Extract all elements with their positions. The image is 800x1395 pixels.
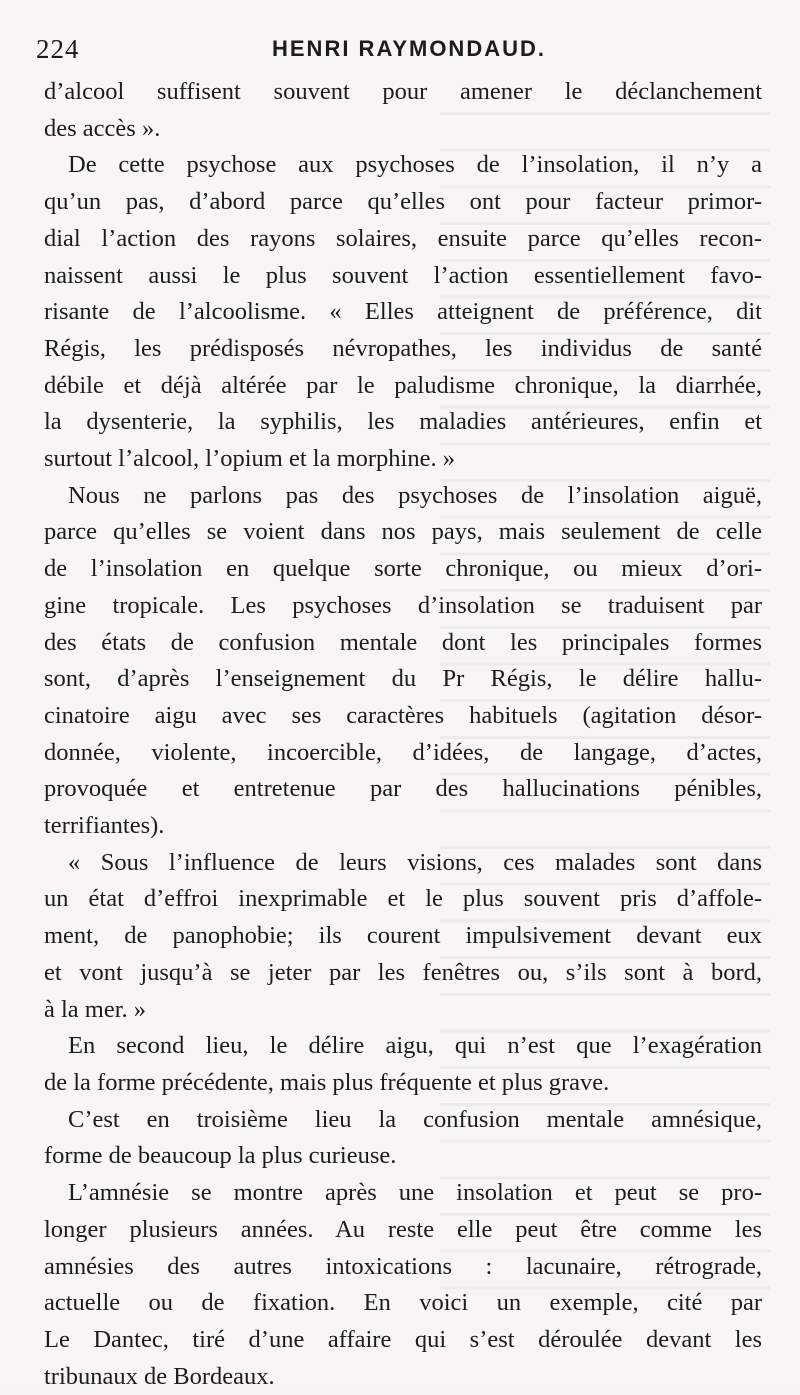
text-line: terrifiantes). xyxy=(44,812,165,840)
paragraph xyxy=(44,1028,762,1101)
page-header xyxy=(36,34,760,74)
text-line: un état d’effroi inexprimable et le plus souvent pris d’affole- xyxy=(44,885,762,913)
text-line: dial l’action des rayons solaires, ensuite parce qu’elles recon- xyxy=(44,224,762,252)
text-line: amnésies des autres intoxications : lacunaire, rétrograde, xyxy=(44,1252,762,1280)
text-line: longer plusieurs années. Au reste elle peut être comme les xyxy=(44,1215,762,1243)
body-text xyxy=(44,74,762,1395)
paragraph xyxy=(44,845,762,1029)
text-line: C’est en troisième lieu la confusion mentale amnésique, xyxy=(68,1105,762,1133)
text-line: De cette psychose aux psychoses de l’insolation, il n’y a xyxy=(68,151,762,179)
paragraph xyxy=(44,1102,762,1175)
text-line: et vont jusqu’à se jeter par les fenêtres ou, s’ils sont à bord, xyxy=(44,958,762,986)
text-line: provoquée et entretenue par des hallucinations pénibles, xyxy=(44,775,762,803)
text-line: risante de l’alcoolisme. « Elles atteignent de préférence, dit xyxy=(44,298,762,326)
text-line: « Sous l’influence de leurs visions, ces malades sont dans xyxy=(68,848,762,876)
text-line: tribunaux de Bordeaux. xyxy=(44,1362,275,1390)
running-head: HENRI RAYMONDAUD. xyxy=(272,36,546,61)
text-line: Nous ne parlons pas des psychoses de l’insolation aiguë, xyxy=(68,481,762,509)
text-line: parce qu’elles se voient dans nos pays, mais seulement de celle xyxy=(44,518,762,546)
text-line: Le Dantec, tiré d’une affaire qui s’est déroulée devant les xyxy=(44,1325,762,1353)
text-line: gine tropicale. Les psychoses d’insolation se traduisent par xyxy=(44,591,762,619)
text-line: actuelle ou de fixation. En voici un exemple, cité par xyxy=(44,1289,762,1317)
paragraph xyxy=(44,74,762,147)
text-line: de l’insolation en quelque sorte chronique, ou mieux d’ori- xyxy=(44,555,762,583)
text-line: des états de confusion mentale dont les principales formes xyxy=(44,628,762,656)
page-number: 224 xyxy=(36,34,80,64)
text-line: En second lieu, le délire aigu, qui n’est que l’exagération xyxy=(68,1032,762,1060)
text-line: surtout l’alcool, l’opium et la morphine. » xyxy=(44,445,455,473)
text-line: de la forme précédente, mais plus fréquente et plus grave. xyxy=(44,1068,610,1096)
paragraph xyxy=(44,147,762,477)
text-line: des accès ». xyxy=(44,114,161,142)
text-line: donnée, violente, incoercible, d’idées, de langage, d’actes, xyxy=(44,738,762,766)
text-line: à la mer. » xyxy=(44,995,147,1023)
text-line: naissent aussi le plus souvent l’action essentiellement favo- xyxy=(44,261,762,289)
text-line: ment, de panophobie; ils courent impulsivement devant eux xyxy=(44,922,762,950)
text-line: débile et déjà altérée par le paludisme chronique, la diarrhée, xyxy=(44,371,762,399)
text-line: d’alcool suffisent souvent pour amener le déclanchement xyxy=(44,78,762,105)
text-line: cinatoire aigu avec ses caractères habituels (agitation désor- xyxy=(44,701,762,729)
text-line: L’amnésie se montre après une insolation et peut se pro- xyxy=(68,1179,762,1207)
paragraph xyxy=(44,1175,762,1395)
paragraph xyxy=(44,478,762,845)
text-line: forme de beaucoup la plus curieuse. xyxy=(44,1142,397,1170)
text-line: sont, d’après l’enseignement du Pr Régis, le délire hallu- xyxy=(44,665,762,693)
text-line: qu’un pas, d’abord parce qu’elles ont pour facteur primor- xyxy=(44,188,762,216)
text-line: la dysenterie, la syphilis, les maladies antérieures, enfin et xyxy=(44,408,762,436)
text-line: Régis, les prédisposés névropathes, les individus de santé xyxy=(44,334,762,362)
